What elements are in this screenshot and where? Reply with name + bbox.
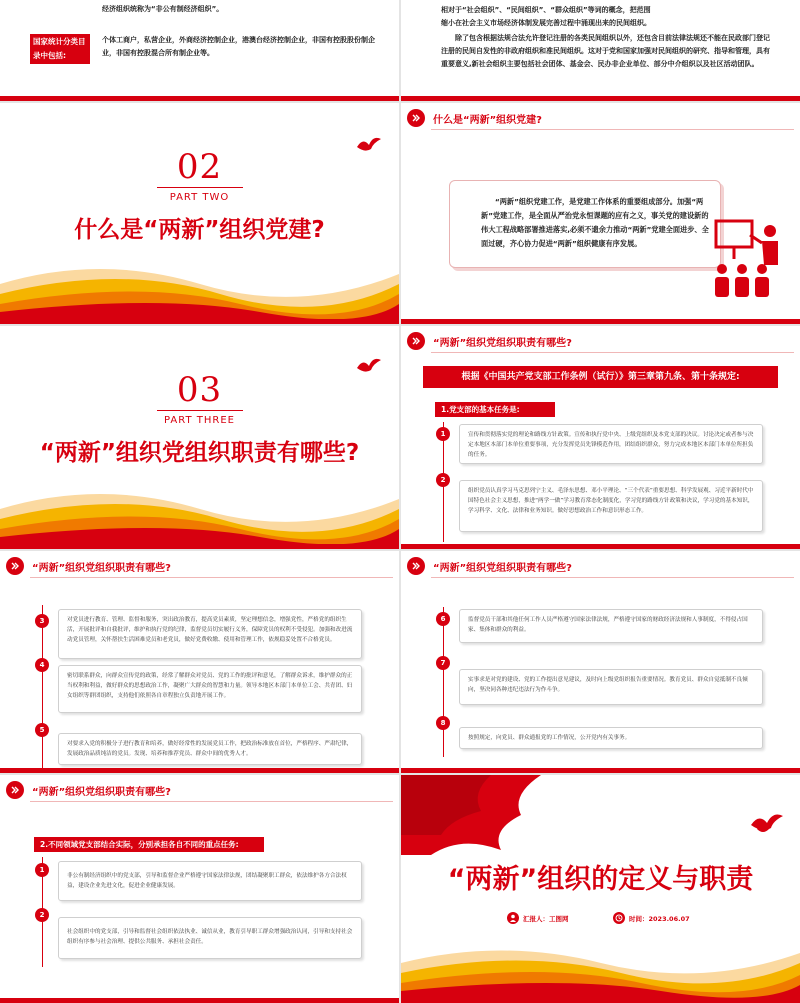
item-number: 3 [35,614,49,628]
wave-decoration [401,933,800,1003]
item-number: 7 [436,656,450,670]
reporter-text: 汇报人：工图网 [523,914,569,923]
content-text: “两新”组织党建工作，是党建工作体系的重要组成部分。加强“两新”党建工作，是全面从严治党永恒课题的应有之义，事关党的建设新的伟大工程战略部署推进落实,必须不遗余力推动“两新”党建全面进步、全面过硬，齐心协力促进“两新”组织健康有序发展。 [481,197,709,248]
list-item: 社会组织中的党支部，引导和监督社会组织依法执业、诚信从业，教育引导职工群众增强政治认同，引导和支持社会组织有序参与社会治理、提供公共服务、承担社会责任。 [58,917,362,959]
slide-header-label: 什么是“两新”组织党建? [433,114,542,126]
header-underline [431,352,794,353]
list-item: 非公有制经济组织中的党支部，引导和监督企业严格遵守国家法律法规，团结凝聚职工群众，依法维护各方合法权益，建设企业先进文化，促进企业健康发展。 [58,861,362,901]
bottom-bar [0,998,399,1003]
list-item: 对要求入党的积极分子进行教育和培养，做好经常性的发展党员工作，把政治标准放在首位，严格程序、严肃纪律，发展政治品质纯洁的党员。发现、培养和推荐党员、群众中间的优秀人才。 [58,733,362,765]
section-subtitle: PART THREE [164,415,235,426]
slide-2-line0: 相对于“社会组织”、“民间组织”、“群众组织”等词的概念，把范围 [441,6,651,14]
slide-header-label: “两新”组织党组织职责有哪些? [32,786,171,798]
slide-1-tag: 国家统计分类目录中包括: [30,34,90,64]
chevron-right-icon [6,557,24,575]
section-number: 02 [176,147,223,187]
presentation-icon [714,219,786,301]
item-number: 5 [35,723,49,737]
bottom-bar [401,319,800,324]
flag-icon [401,775,541,855]
reporter-meta [507,911,569,925]
chevron-right-icon [6,781,24,799]
bottom-bar [0,768,399,773]
slide-9[interactable] [0,775,399,1003]
date-meta [613,911,690,925]
slide-2-line1: 缩小在社会主义市场经济体制发展完善过程中涌现出来的民间组织。 [441,19,651,27]
slide-2[interactable] [401,0,800,101]
chevron-right-icon [407,109,425,127]
timeline-line [42,605,43,769]
slide-header-label: “两新”组织党组织职责有哪些? [433,337,572,349]
item-number: 2 [436,473,450,487]
header-underline [30,577,393,578]
slide-1-para: 个体工商户，私营企业，外商经济控制企业，港澳台经济控制企业，非国有控股股份制企业，非国有控股混合所有制企业等。 [102,36,375,57]
slide-10-cover[interactable] [401,775,800,1003]
slide-2-para: 除了包含根据法规合法允许登记注册的各类民间组织以外，还包含目前法律法规还不能在民政部门登记注册的民间自发性的非政府组织和准民间组织。这对于党和国家加强对民间组织的研究、指导和管理，具有重要意义,新社会组织主要包括社会团体、基金会、民办非企业单位、部分中介组织以及社区活动团队。 [441,34,770,68]
regulation-banner: 根据《中国共产党支部工作条例（试行）》第三章第九条、第十条规定: [423,366,778,388]
list-item: 组织党员认真学习马克思列宁主义、毛泽东思想、邓小平理论、“三个代表”重要思想、科学发展观、习近平新时代中国特色社会主义思想，推进“两学一做”学习教育常态化制度化，学习党的路线方针政策和决议，学习党的基本知识，学习科学、文化、法律和业务知识。做好思想政治工作和意识形态工作。 [459,480,763,532]
item-number: 1 [436,427,450,441]
section-rule [157,187,243,188]
list-item: 监督党员干部和其他任何工作人员严格遵守国家法律法规，严格遵守国家的财政经济法规和人事制度，不得侵占国家、集体和群众的利益。 [459,609,763,643]
list-item: 按照规定，向党员、群众通报党的工作情况，公开党内有关事务。 [459,727,763,749]
chevron-right-icon [407,557,425,575]
bottom-bar [0,544,399,549]
section-number: 03 [176,370,223,410]
timeline-line [443,607,444,757]
slide-7[interactable] [0,551,399,773]
slide-1[interactable] [0,0,399,101]
bottom-bar [0,96,399,101]
section-rule [157,410,243,411]
header-underline [30,801,393,802]
slide-5-section[interactable] [0,326,399,549]
item-number: 2 [35,908,49,922]
section-subtitle: PART TWO [169,192,230,203]
person-icon [507,912,519,924]
slide-8[interactable] [401,551,800,773]
chevron-right-icon [407,332,425,350]
header-underline [431,577,794,578]
slide-header [6,781,171,799]
slide-6[interactable] [401,326,800,549]
slide-header [6,557,171,575]
item-number: 6 [436,612,450,626]
bottom-bar [401,96,800,101]
section-title: “两新”组织党组织职责有哪些? [39,440,360,466]
dove-icon [749,811,785,835]
task-subheader: 2.不同领域党支部结合实际，分别承担各自不同的重点任务: [34,837,264,852]
slide-header-label: “两新”组织党组织职责有哪些? [433,562,572,574]
slide-1-line0: 经济组织统称为“非公有制经济组织”。 [102,5,224,13]
slide-header [407,332,572,350]
cover-title: “两新”组织的定义与职责 [447,864,754,895]
slide-header-label: “两新”组织党组织职责有哪些? [32,562,171,574]
header-underline [431,129,794,130]
item-number: 4 [35,658,49,672]
bottom-bar [401,544,800,549]
date-text: 时间：2023.06.07 [629,914,690,923]
bottom-bar [0,319,399,324]
list-item: 对党员进行教育、管理、监督和服务，突出政治教育，提高党员素质，坚定理想信念，增强党性，严格党的组织生活，开展批评和自我批评，维护和执行党的纪律，监督党员切实履行义务，保障党员的权利不受侵犯。加强和改进流动党员管理，关怀帮扶生活困难党员和老党员，做好党费收缴、使用和管理工作，依规稳妥处置不合格党员。 [58,609,362,659]
slide-3-section[interactable] [0,103,399,324]
list-item: 宣传和贯彻落实党的理论和路线方针政策。宣传和执行党中央、上级党组织及本党支部的决议。讨论决定或者参与决定本地区本部门本单位重要事项，充分发挥党员先锋模范作用，团结组织群众，努力完成本地区本部门本单位所担负的任务。 [459,424,763,464]
slide-header [407,109,542,127]
item-number: 8 [436,716,450,730]
task-subheader: 1.党支部的基本任务是: [435,402,555,417]
list-item: 实事求是对党的建设、党的工作提出意见建议，及时向上级党组织报告重要情况。教育党员、群众自觉抵制不良倾向，坚决同各种违纪违法行为作斗争。 [459,669,763,705]
section-title: 什么是“两新”组织党建? [74,217,325,243]
item-number: 1 [35,863,49,877]
slide-4[interactable] [401,103,800,324]
clock-icon [613,912,625,924]
list-item: 密切联系群众，向群众宣传党的政策，经常了解群众对党员、党的工作的批评和意见，了解群众诉求，维护群众的正当权利和利益，做好群众的思想政治工作，凝聚广大群众的智慧和力量。领导本地区本部门本单位工会、共青团、妇女组织等群团组织，支持他们依照各自章程独立负责地开展工作。 [58,665,362,713]
wave-decoration [0,469,399,549]
bottom-bar [401,768,800,773]
wave-decoration [0,244,399,324]
slide-header [407,557,572,575]
